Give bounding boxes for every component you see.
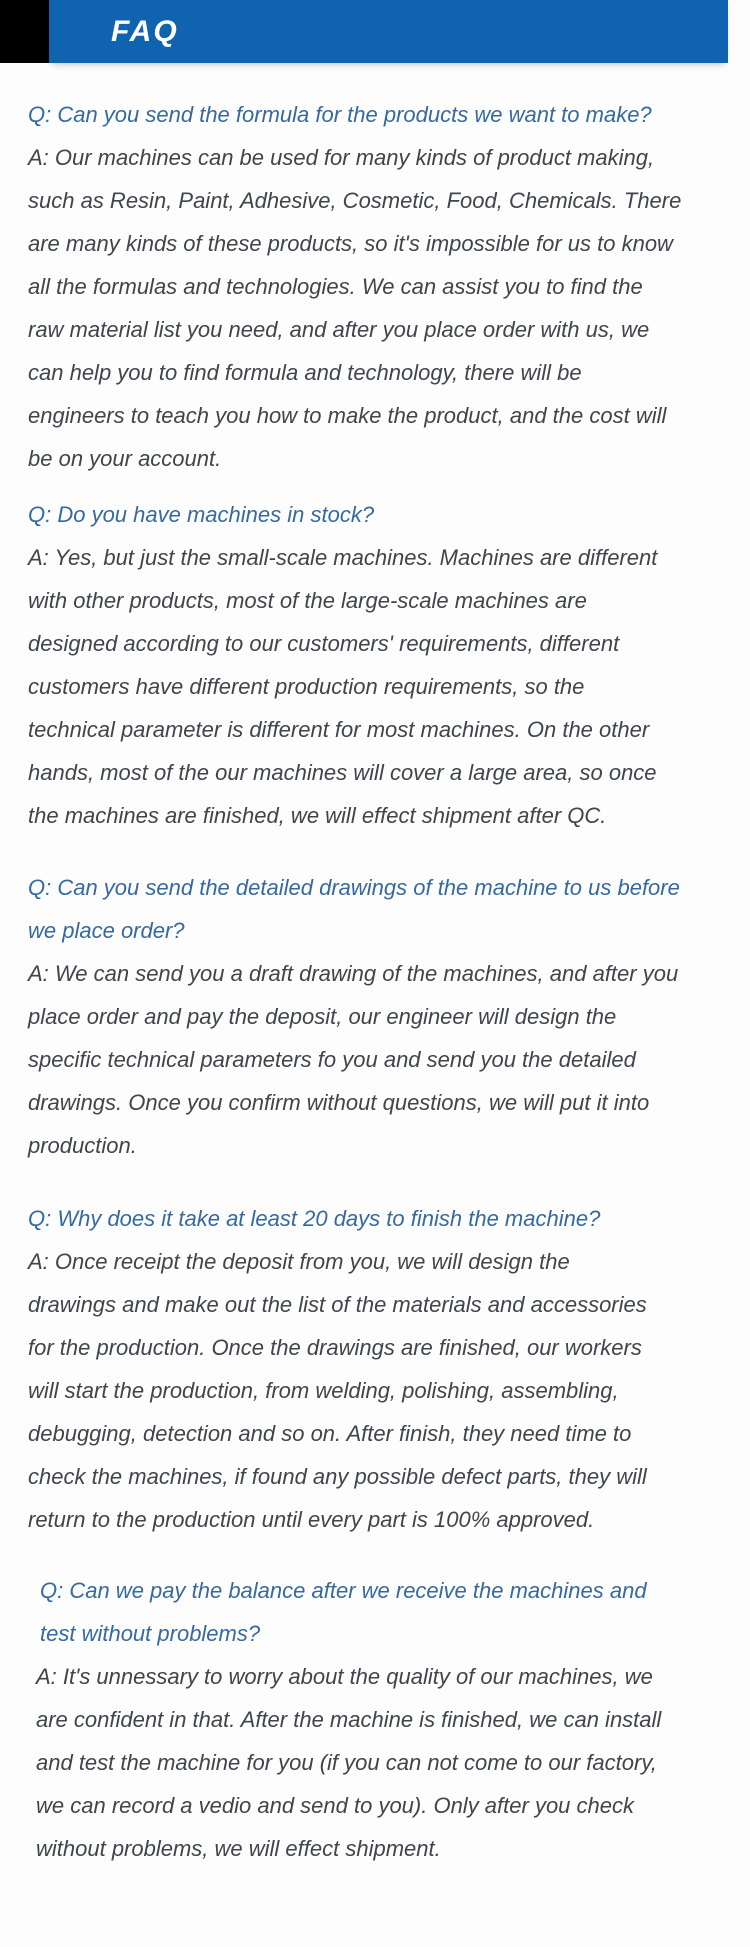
text-line: for the production. Once the drawings are finished, our workers xyxy=(28,1335,642,1360)
text-line: A: It's unnessary to worry about the quality of our machines, we xyxy=(36,1664,653,1689)
faq-answer xyxy=(28,1655,750,1870)
text-line: Q: Do you have machines in stock? xyxy=(28,502,375,527)
text-line: drawings and make out the list of the materials and accessories xyxy=(28,1292,647,1317)
text-line: Q: Can we pay the balance after we receive the machines and xyxy=(40,1578,647,1603)
text-line: are confident in that. After the machine is finished, we can install xyxy=(36,1707,662,1732)
text-line: such as Resin, Paint, Adhesive, Cosmetic, Food, Chemicals. There xyxy=(28,188,682,213)
text-line: are many kinds of these products, so it's impossible for us to know xyxy=(28,231,673,256)
text-line: drawings. Once you confirm without questions, we will put it into xyxy=(28,1090,650,1115)
faq-content xyxy=(0,63,750,1870)
text-line: specific technical parameters fo you and send you the detailed xyxy=(28,1047,636,1072)
faq-question xyxy=(28,866,750,952)
faq-question xyxy=(28,1569,750,1655)
faq-question xyxy=(28,1197,750,1240)
page-title: FAQ xyxy=(111,14,179,48)
text-line: can help you to find formula and technology, there will be xyxy=(28,360,582,385)
faq-item xyxy=(28,866,750,1167)
faq-item xyxy=(28,1197,750,1541)
text-line: the machines are finished, we will effect shipment after QC. xyxy=(28,803,607,828)
text-line: A: Our machines can be used for many kinds of product making, xyxy=(28,145,655,170)
faq-answer xyxy=(28,952,750,1167)
text-line: technical parameter is different for most machines. On the other xyxy=(28,717,650,742)
text-line: test without problems? xyxy=(40,1621,261,1646)
text-line: we can record a vedio and send to you). Only after you check xyxy=(36,1793,634,1818)
text-line: customers have different production requirements, so the xyxy=(28,674,585,699)
text-line: be on your account. xyxy=(28,446,222,471)
text-line: A: Once receipt the deposit from you, we will design the xyxy=(28,1249,570,1274)
faq-item xyxy=(28,93,750,480)
text-line: engineers to teach you how to make the product, and the cost will xyxy=(28,403,667,428)
faq-question xyxy=(28,493,750,536)
faq-answer xyxy=(28,1240,750,1541)
header-corner-block xyxy=(0,0,49,63)
text-line: debugging, detection and so on. After finish, they need time to xyxy=(28,1421,632,1446)
text-line: we place order? xyxy=(28,918,185,943)
text-line: return to the production until every part is 100% approved. xyxy=(28,1507,595,1532)
text-line: production. xyxy=(28,1133,137,1158)
text-line: with other products, most of the large-scale machines are xyxy=(28,588,587,613)
text-line: will start the production, from welding, polishing, assembling, xyxy=(28,1378,619,1403)
text-line: raw material list you need, and after you place order with us, we xyxy=(28,317,650,342)
header-bar xyxy=(49,0,728,63)
page-header xyxy=(0,0,750,63)
text-line: and test the machine for you (if you can not come to our factory, xyxy=(36,1750,657,1775)
text-line: place order and pay the deposit, our engineer will design the xyxy=(28,1004,617,1029)
text-line: check the machines, if found any possible defect parts, they will xyxy=(28,1464,647,1489)
text-line: Q: Can you send the detailed drawings of the machine to us before xyxy=(28,875,680,900)
faq-question xyxy=(28,93,750,136)
text-line: Q: Why does it take at least 20 days to finish the machine? xyxy=(28,1206,601,1231)
faq-item xyxy=(28,1569,750,1870)
text-line: A: We can send you a draft drawing of the machines, and after you xyxy=(28,961,679,986)
text-line: Q: Can you send the formula for the products we want to make? xyxy=(28,102,652,127)
faq-answer xyxy=(28,136,750,480)
text-line: hands, most of the our machines will cover a large area, so once xyxy=(28,760,657,785)
text-line: without problems, we will effect shipment. xyxy=(36,1836,441,1861)
text-line: A: Yes, but just the small-scale machines. Machines are different xyxy=(28,545,658,570)
faq-item xyxy=(28,493,750,837)
text-line: all the formulas and technologies. We can assist you to find the xyxy=(28,274,643,299)
text-line: designed according to our customers' requirements, different xyxy=(28,631,620,656)
faq-answer xyxy=(28,536,750,837)
